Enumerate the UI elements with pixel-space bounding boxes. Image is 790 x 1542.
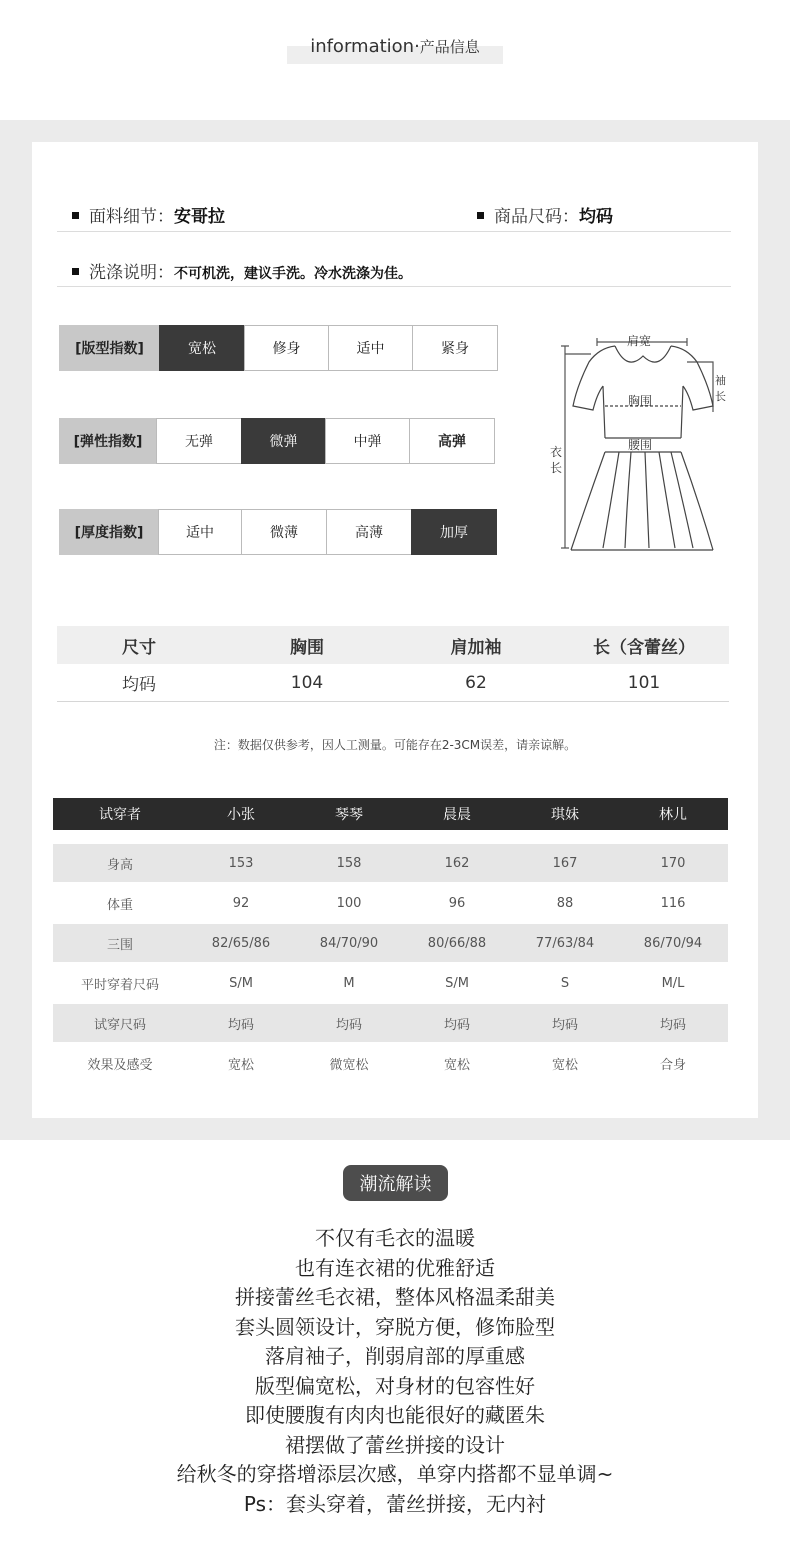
table-row — [53, 964, 728, 1002]
table-row — [53, 1044, 728, 1082]
try-cell: 体重 — [106, 897, 133, 913]
size-info — [477, 202, 613, 227]
try-cell: 均码 — [659, 1017, 686, 1033]
size-table — [57, 626, 729, 702]
size-cell: 62 — [465, 672, 487, 693]
elasticity-index-row — [59, 418, 495, 464]
trend-line: 裙摆做了蕾丝拼接的设计 — [285, 1432, 505, 1457]
try-cell: 三围 — [106, 937, 133, 953]
trend-badge: 潮流解读 — [343, 1165, 448, 1201]
try-cell: 宽松 — [443, 1057, 470, 1073]
try-header-cell: 晨晨 — [443, 807, 471, 823]
label-length-1: 衣 — [550, 445, 563, 459]
label-chest: 胸围 — [628, 394, 653, 408]
thickness-option-medium: 适中 — [158, 509, 242, 555]
try-cell: S/M — [229, 975, 253, 991]
try-cell: 92 — [232, 895, 250, 911]
try-cell: S/M — [445, 975, 469, 991]
trend-line: 即使腰腹有肉肉也能很好的藏匿朱 — [245, 1403, 545, 1427]
try-cell: 84/70/90 — [319, 935, 379, 951]
wash-value: 不可机洗，建议手洗。冷水洗涤为佳。 — [174, 266, 412, 282]
trend-line: 落肩袖子，削弱肩部的厚重感 — [265, 1344, 525, 1368]
table-row — [53, 884, 728, 922]
thickness-index-label: [厚度指数] — [59, 509, 159, 555]
size-table-row — [57, 664, 729, 702]
table-row — [53, 844, 728, 882]
label-waist: 腰围 — [628, 438, 653, 452]
size-cell: 101 — [627, 672, 661, 693]
try-cell: 158 — [336, 855, 362, 871]
fabric-label: 面料细节： — [89, 207, 174, 227]
size-header-cell: 胸围 — [290, 637, 324, 658]
size-value: 均码 — [579, 207, 613, 227]
try-header-cell: 试穿者 — [99, 807, 141, 823]
thickness-option-very-thin: 高薄 — [326, 509, 412, 555]
try-cell: 167 — [552, 855, 578, 871]
label-shoulder: 肩宽 — [627, 334, 652, 348]
try-on-header — [53, 798, 728, 830]
try-cell: 170 — [660, 855, 686, 871]
fabric-value: 安哥拉 — [174, 207, 225, 227]
wash-label: 洗涤说明： — [89, 263, 174, 283]
try-cell: 162 — [444, 855, 470, 871]
size-label: 商品尺码： — [494, 207, 579, 227]
elasticity-option-medium: 中弹 — [325, 418, 410, 464]
trend-description — [0, 1224, 790, 1519]
try-cell: 100 — [336, 895, 362, 911]
size-header-cell: 长（含蕾丝） — [593, 637, 695, 658]
divider — [57, 286, 731, 287]
try-cell: 均码 — [227, 1017, 254, 1033]
try-cell: 均码 — [335, 1017, 362, 1033]
fit-option-slim: 修身 — [244, 325, 329, 371]
elasticity-option-none: 无弹 — [156, 418, 242, 464]
try-cell: 平时穿着尺码 — [80, 977, 159, 993]
try-cell: 82/65/86 — [211, 935, 271, 951]
trend-line: 版型偏宽松，对身材的包容性好 — [255, 1373, 535, 1398]
page-header — [0, 0, 790, 120]
trend-line: Ps：套头穿着，蕾丝拼接，无内衬 — [243, 1491, 547, 1516]
try-cell: 153 — [228, 855, 254, 871]
fit-option-tight: 紧身 — [412, 325, 498, 371]
label-sleeve-2: 长 — [715, 390, 726, 403]
size-cell: 104 — [290, 672, 324, 693]
try-cell: 宽松 — [551, 1057, 578, 1073]
try-cell: 试穿尺码 — [93, 1017, 146, 1033]
try-cell: 88 — [556, 895, 574, 911]
wash-info — [72, 258, 412, 283]
bullet-icon — [477, 212, 484, 219]
try-cell: M — [343, 975, 355, 991]
dress-measurement-diagram — [527, 322, 732, 554]
bullet-icon — [72, 212, 79, 219]
table-row — [53, 1004, 728, 1042]
try-on-table — [53, 798, 728, 1082]
try-cell: 86/70/94 — [643, 935, 703, 951]
try-cell: M/L — [661, 975, 685, 991]
fit-index-label: [版型指数] — [59, 325, 160, 371]
bullet-icon — [72, 268, 79, 275]
try-cell: 宽松 — [227, 1057, 254, 1073]
fit-option-loose: 宽松 — [159, 325, 245, 371]
label-sleeve-1: 袖 — [715, 374, 726, 387]
trend-line: 不仅有毛衣的温暖 — [315, 1226, 475, 1250]
title-zh: 产品信息 — [419, 38, 480, 56]
trend-line: 给秋冬的穿搭增添层次感，单穿内搭都不显单调~ — [176, 1462, 614, 1486]
title-en: information· — [310, 36, 420, 57]
size-header-cell: 肩加袖 — [450, 637, 502, 658]
divider — [57, 231, 731, 232]
try-cell: 77/63/84 — [535, 935, 595, 951]
thickness-index-row — [59, 509, 497, 555]
trend-line: 套头圆领设计，穿脱方便，修饰脸型 — [235, 1314, 555, 1339]
try-cell: 116 — [660, 895, 686, 911]
size-header-cell: 尺寸 — [122, 637, 156, 658]
try-cell: 均码 — [443, 1017, 470, 1033]
trend-line: 拼接蕾丝毛衣裙，整体风格温柔甜美 — [235, 1285, 555, 1309]
measurement-note: 注：数据仅供参考，因人工测量。可能存在2-3CM误差，请亲谅解。 — [213, 738, 577, 752]
try-cell: 96 — [448, 895, 466, 911]
size-cell: 均码 — [122, 675, 156, 695]
try-header-cell: 小张 — [227, 807, 255, 823]
elasticity-index-label: [弹性指数] — [59, 418, 157, 464]
try-header-cell: 琪妹 — [551, 807, 579, 823]
thickness-option-thin: 微薄 — [241, 509, 327, 555]
trend-line: 也有连衣裙的优雅舒适 — [295, 1255, 495, 1280]
try-cell: 80/66/88 — [427, 935, 487, 951]
try-cell: 效果及感受 — [87, 1057, 153, 1073]
try-header-cell: 琴琴 — [335, 807, 363, 823]
fit-option-medium: 适中 — [328, 325, 413, 371]
try-cell: 均码 — [551, 1017, 578, 1033]
size-table-header — [57, 626, 729, 664]
try-header-cell: 林儿 — [659, 807, 687, 823]
try-cell: 合身 — [659, 1057, 686, 1073]
try-cell: S — [560, 975, 570, 991]
try-cell: 微宽松 — [329, 1057, 369, 1073]
label-length-2: 长 — [550, 461, 563, 475]
elasticity-option-high: 高弹 — [409, 418, 495, 464]
elasticity-option-slight: 微弹 — [241, 418, 326, 464]
thickness-option-thick: 加厚 — [411, 509, 497, 555]
page-title — [0, 36, 790, 57]
fabric-info — [72, 202, 225, 227]
fit-index-row — [59, 325, 498, 371]
try-cell: 身高 — [106, 857, 133, 873]
table-row — [53, 924, 728, 962]
